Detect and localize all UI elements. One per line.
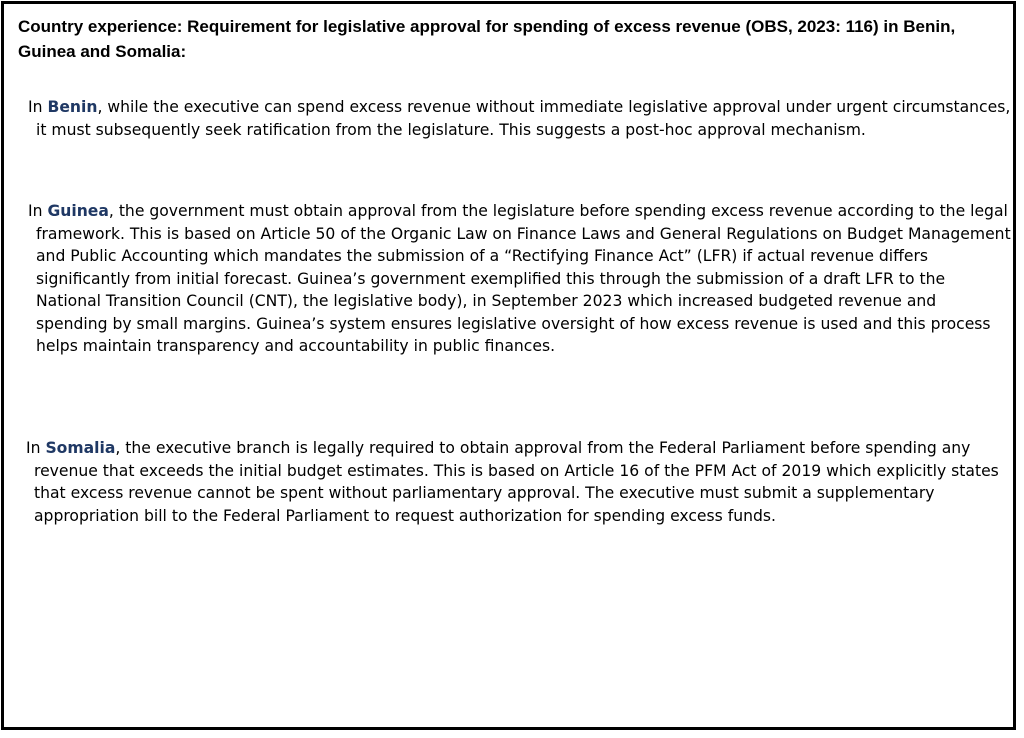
paragraph-somalia xyxy=(26,437,1009,527)
paragraph-guinea xyxy=(28,200,1011,358)
paragraph-benin xyxy=(28,96,1011,141)
country-name-benin: Benin xyxy=(47,98,98,116)
paragraph-lead: In xyxy=(28,202,48,220)
paragraph-body: , while the executive can spend excess revenue without immediate legislative approval under urgent circumstances, it must subsequently seek ratification from the legislature. This suggests a post-hoc approval mechanism. xyxy=(36,98,1011,139)
content-box xyxy=(1,1,1016,730)
country-name-somalia: Somalia xyxy=(45,439,116,457)
paragraph-lead: In xyxy=(26,439,46,457)
paragraph-body: , the executive branch is legally required to obtain approval from the Federal Parliament before spending any revenue that exceeds the initial budget estimates. This is based on Article 16 of the PFM Act of 2019 which explicitly states that excess revenue cannot be spent without parliamentary approval. The executive must submit a supplementary appropriation bill to the Federal Parliament to request authorization for spending excess funds. xyxy=(34,439,999,525)
paragraph-lead: In xyxy=(28,98,48,116)
paragraph-body: , the government must obtain approval from the legislature before spending excess revenue according to the legal framework. This is based on Article 50 of the Organic Law on Finance Laws and General Regulations on Budget Management and Public Accounting which mandates the submission of a “Rectifying Finance Act” (LFR) if actual revenue differs significantly from initial forecast. Guinea’s government exemplified this through the submission of a draft LFR to the National Transition Council (CNT), the legislative body), in September 2023 which increased budgeted revenue and spending by small margins. Guinea’s system ensures legislative oversight of how excess revenue is used and this process helps maintain transparency and accountability in public finances. xyxy=(36,202,1011,355)
box-heading: Country experience: Requirement for legislative approval for spending of excess revenue (OBS, 2023: 116) in Benin, Guinea and Somalia: xyxy=(18,17,956,61)
country-name-guinea: Guinea xyxy=(47,202,109,220)
